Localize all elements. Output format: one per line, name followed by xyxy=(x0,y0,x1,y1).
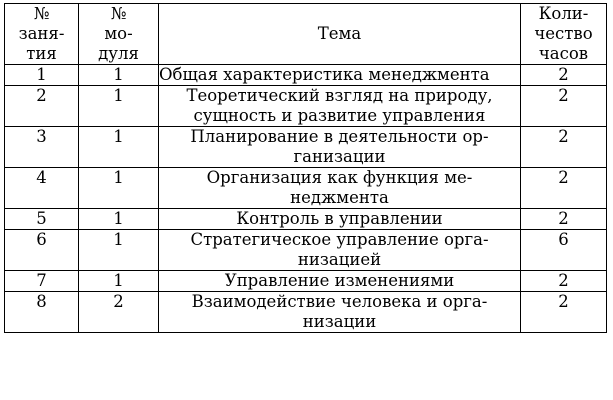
lesson-number-cell: 2 xyxy=(5,86,79,127)
topic-cell xyxy=(159,65,521,86)
topic-line: Организация как функция ме- xyxy=(206,168,473,187)
topic-cell xyxy=(159,292,521,333)
table-row xyxy=(5,209,607,230)
table-row xyxy=(5,86,607,127)
table-row xyxy=(5,65,607,86)
header-hours-line-1: Коли- xyxy=(538,4,589,23)
header-lesson-line-3: тия xyxy=(26,44,57,63)
topic-cell xyxy=(159,86,521,127)
lesson-number-cell: 3 xyxy=(5,127,79,168)
topic-line: Управление изменениями xyxy=(224,271,455,290)
topic-cell xyxy=(159,168,521,209)
lesson-number-cell: 6 xyxy=(5,230,79,271)
lesson-number-cell: 8 xyxy=(5,292,79,333)
lesson-number-cell: 7 xyxy=(5,271,79,292)
table-row xyxy=(5,292,607,333)
hours-cell: 2 xyxy=(521,209,607,230)
hours-cell: 2 xyxy=(521,127,607,168)
header-hours xyxy=(521,4,607,65)
table-row xyxy=(5,271,607,292)
header-module-line-1: № xyxy=(110,4,127,23)
topic-line: ганизации xyxy=(293,147,386,166)
table-header-row xyxy=(5,4,607,65)
lesson-plan-table xyxy=(4,3,607,333)
hours-cell: 2 xyxy=(521,292,607,333)
hours-cell: 6 xyxy=(521,230,607,271)
topic-line: Общая характеристика менеджмента xyxy=(159,65,490,84)
topic-line: сущность и развитие управления xyxy=(193,106,486,125)
topic-cell xyxy=(159,230,521,271)
lesson-number-cell: 1 xyxy=(5,65,79,86)
header-module-line-2: мо- xyxy=(104,24,133,43)
table-row xyxy=(5,168,607,209)
topic-line: Стратегическое управление орга- xyxy=(190,230,489,249)
module-number-cell: 1 xyxy=(79,230,159,271)
header-lesson-number xyxy=(5,4,79,65)
header-topic: Тема xyxy=(159,4,521,65)
hours-cell: 2 xyxy=(521,65,607,86)
module-number-cell: 1 xyxy=(79,86,159,127)
header-module-number xyxy=(79,4,159,65)
header-lesson-line-1: № xyxy=(33,4,50,23)
header-lesson-line-2: заня- xyxy=(18,24,65,43)
module-number-cell: 1 xyxy=(79,65,159,86)
topic-line: низации xyxy=(302,312,377,331)
topic-line: Теоретический взгляд на природу, xyxy=(186,86,493,105)
lesson-number-cell: 5 xyxy=(5,209,79,230)
topic-line: Контроль в управлении xyxy=(236,209,443,228)
topic-line: неджмента xyxy=(290,188,389,207)
hours-cell: 2 xyxy=(521,86,607,127)
table-row xyxy=(5,127,607,168)
module-number-cell: 1 xyxy=(79,127,159,168)
topic-line: низацией xyxy=(297,250,382,269)
topic-line: Взаимодействие человека и орга- xyxy=(191,292,488,311)
table-row xyxy=(5,230,607,271)
header-hours-line-2: чество xyxy=(534,24,593,43)
topic-line: Планирование в деятельности ор- xyxy=(190,127,489,146)
hours-cell: 2 xyxy=(521,168,607,209)
header-module-line-3: дуля xyxy=(98,44,139,63)
topic-cell xyxy=(159,271,521,292)
header-hours-line-3: часов xyxy=(538,44,589,63)
lesson-number-cell: 4 xyxy=(5,168,79,209)
module-number-cell: 1 xyxy=(79,271,159,292)
module-number-cell: 1 xyxy=(79,209,159,230)
topic-cell xyxy=(159,209,521,230)
module-number-cell: 2 xyxy=(79,292,159,333)
module-number-cell: 1 xyxy=(79,168,159,209)
topic-cell xyxy=(159,127,521,168)
hours-cell: 2 xyxy=(521,271,607,292)
